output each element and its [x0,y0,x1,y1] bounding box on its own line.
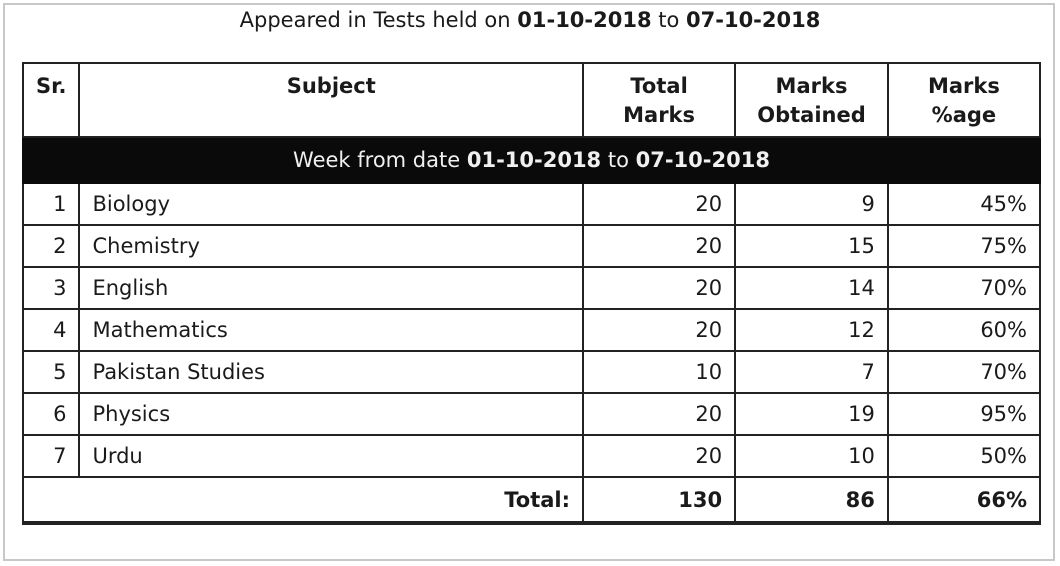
heading-date-to: 07-10-2018 [686,8,821,32]
page-heading [0,6,1060,34]
week-banner [23,137,1040,183]
table-row [23,225,1040,267]
table-row [23,351,1040,393]
cell-marks-obtained: 15 [735,225,888,267]
total-row [23,477,1040,523]
cell-sr: 5 [23,351,79,393]
cell-total-marks: 20 [583,393,735,435]
cell-marks-obtained: 10 [735,435,888,477]
cell-subject: English [79,267,583,309]
cell-subject: Chemistry [79,225,583,267]
cell-subject: Physics [79,393,583,435]
cell-marks-obtained: 12 [735,309,888,351]
total-label: Total: [23,477,583,523]
table-row [23,435,1040,477]
cell-marks-pct: 70% [888,267,1040,309]
week-date-from: 01-10-2018 [466,148,602,172]
week-row [23,137,1040,183]
week-to-word: to [601,148,636,172]
cell-marks-pct: 70% [888,351,1040,393]
cell-marks-pct: 95% [888,393,1040,435]
cell-sr: 7 [23,435,79,477]
header-marks-obtained: Marks Obtained [735,63,888,137]
cell-subject: Mathematics [79,309,583,351]
cell-sr: 1 [23,183,79,225]
cell-marks-pct: 75% [888,225,1040,267]
cell-marks-pct: 50% [888,435,1040,477]
heading-prefix: Appeared in Tests held on [239,8,518,32]
cell-sr: 2 [23,225,79,267]
cell-sr: 3 [23,267,79,309]
cell-subject: Biology [79,183,583,225]
heading-date-from: 01-10-2018 [517,8,652,32]
total-marks-sum: 130 [583,477,735,523]
header-total-marks: Total Marks [583,63,735,137]
week-prefix: Week from date [293,148,467,172]
cell-total-marks: 20 [583,225,735,267]
header-subject: Subject [79,63,583,137]
cell-sr: 4 [23,309,79,351]
cell-marks-obtained: 7 [735,351,888,393]
cell-total-marks: 20 [583,267,735,309]
table-row [23,309,1040,351]
heading-to-word: to [651,8,687,32]
header-marks-pct: Marks %age [888,63,1040,137]
header-sr: Sr. [23,63,79,137]
cell-total-marks: 20 [583,309,735,351]
cell-subject: Urdu [79,435,583,477]
total-pct: 66% [888,477,1040,523]
cell-marks-pct: 60% [888,309,1040,351]
table-row [23,183,1040,225]
table-row [23,267,1040,309]
cell-marks-pct: 45% [888,183,1040,225]
cell-marks-obtained: 14 [735,267,888,309]
table-row [23,393,1040,435]
cell-marks-obtained: 19 [735,393,888,435]
week-date-to: 07-10-2018 [635,148,770,172]
results-table [22,62,1041,525]
cell-subject: Pakistan Studies [79,351,583,393]
total-obtained-sum: 86 [735,477,888,523]
cell-marks-obtained: 9 [735,183,888,225]
cell-sr: 6 [23,393,79,435]
cell-total-marks: 10 [583,351,735,393]
cell-total-marks: 20 [583,183,735,225]
cell-total-marks: 20 [583,435,735,477]
header-row [23,63,1040,137]
